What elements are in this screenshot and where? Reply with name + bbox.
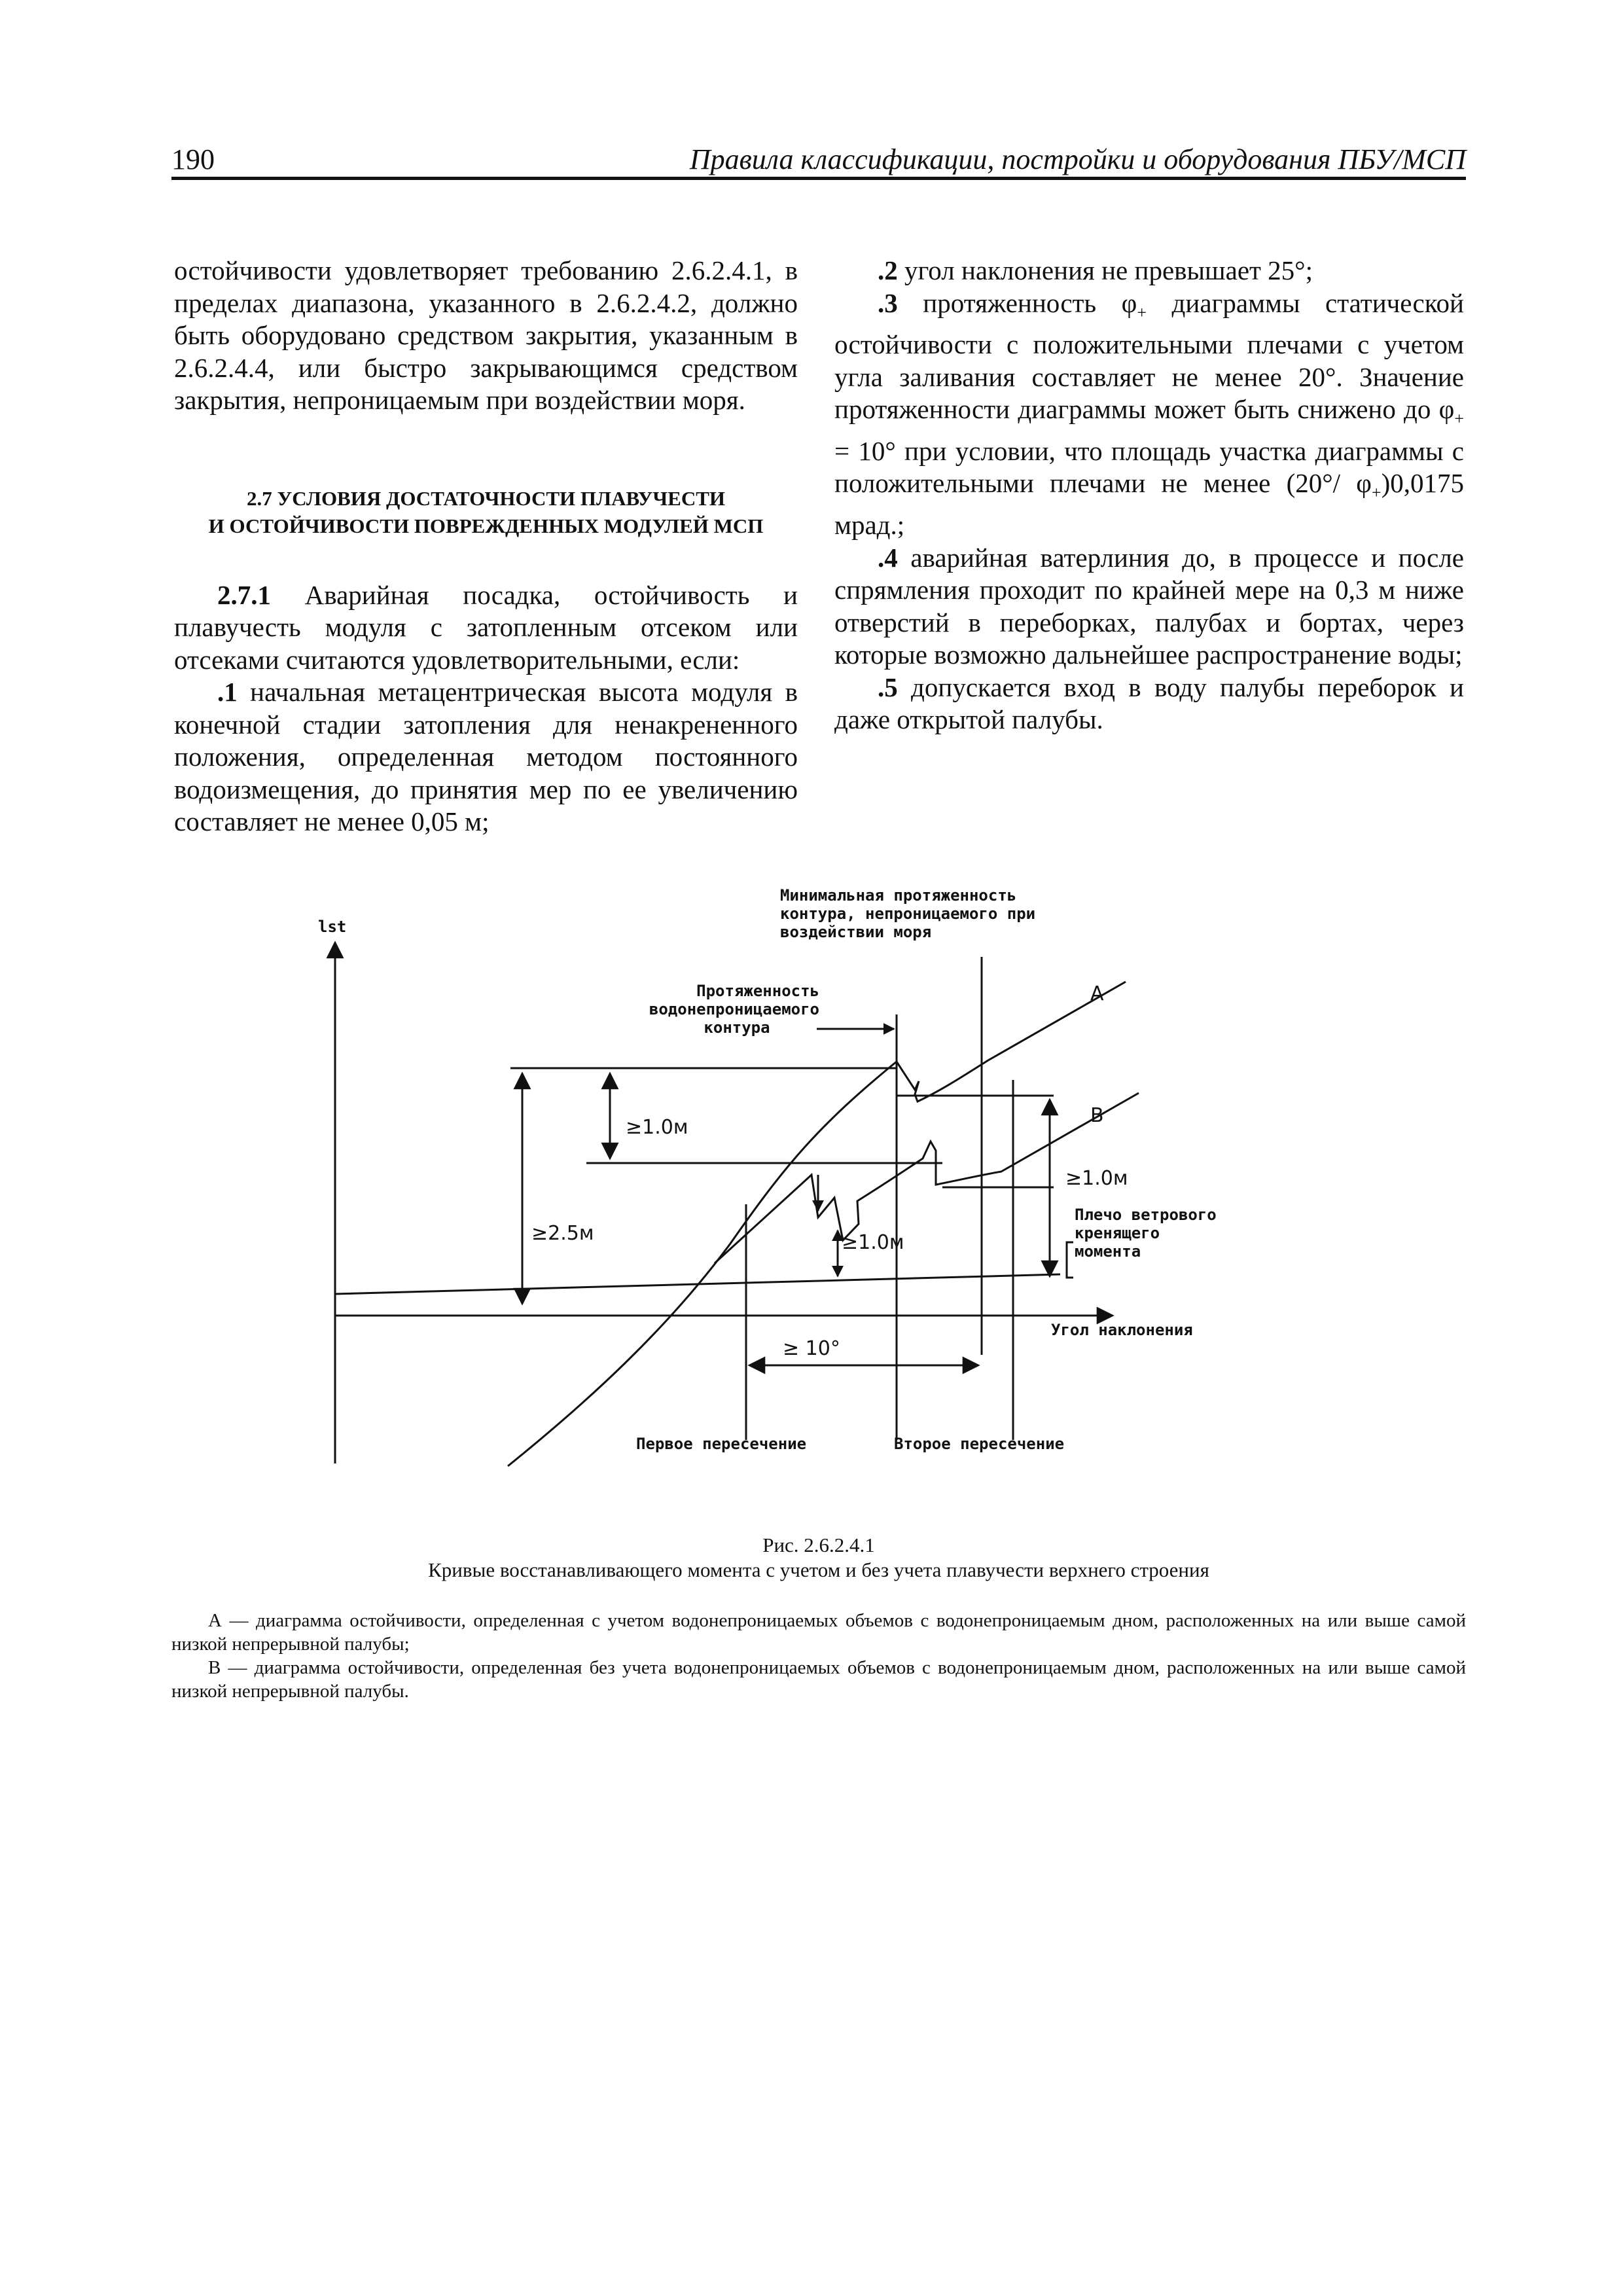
dim-10deg-label: ≥ 10°: [783, 1337, 840, 1360]
phi-subscript: +: [1137, 302, 1147, 322]
stability-diagram-svg: [314, 877, 1309, 1479]
clause-text: Аварийная посадка, остойчивость и плавучесть модуля с затопленным отсеком или отсеками считаются удовлетворительными, если:: [174, 579, 798, 675]
item-number: .5: [878, 672, 898, 702]
page-number: 190: [171, 143, 215, 175]
page-header: [171, 143, 1466, 182]
dim-2-5m-label: ≥2.5м: [531, 1222, 594, 1245]
item-number: .3: [878, 287, 898, 318]
item-number: .4: [878, 542, 898, 573]
wind-lever-bracket: [1067, 1242, 1073, 1278]
running-title: Правила классификации, постройки и оборудования ПБУ/МСП: [689, 143, 1466, 175]
paragraph-2-7-1: [174, 579, 798, 677]
item-number: .1: [217, 677, 238, 707]
min-extent-label-1: Минимальная протяженность: [780, 886, 1017, 905]
curve-a: [508, 982, 1126, 1466]
dim-1m-mid-label: ≥1.0м: [842, 1231, 904, 1254]
header-rule: [171, 177, 1466, 180]
curve-b-label: B: [1090, 1104, 1104, 1127]
watertight-label-1: Протяженность: [696, 982, 819, 1000]
list-item-1: [174, 676, 798, 838]
item-text: диаграммы статической остойчивости с положительными плечами с учетом угла заливания составляет не менее 20°. Значение протяженности диаграммы может быть снижено до φ: [834, 287, 1464, 425]
clause-number: 2.7.1: [217, 579, 271, 610]
wind-lever-label-1: Плечо ветрового: [1075, 1206, 1217, 1224]
legend-a: А — диаграмма остойчивости, определенная с учетом водонепроницаемых объемов с водонепроницаемым дном, расположенных на или выше самой низкой непрерывной палубы;: [171, 1610, 1466, 1655]
left-column: [174, 255, 798, 838]
phi-subscript: +: [1454, 409, 1464, 429]
wind-lever-label-3: момента: [1075, 1242, 1141, 1261]
item-number: .2: [878, 255, 898, 285]
section-title: [174, 485, 798, 540]
stability-diagram: [314, 877, 1309, 1479]
item-text: = 10° при условии, что площадь участка диаграммы с положительными плечами не менее (20°/ φ: [834, 435, 1464, 499]
figure-title: Кривые восстанавливающего момента с учетом и без учета плавучести верхнего строения: [428, 1558, 1209, 1581]
y-axis-label: lst: [318, 918, 347, 936]
item-text: )0,0175 мрад.;: [834, 468, 1464, 541]
x-axis-label: Угол наклонения: [1051, 1321, 1193, 1339]
section-title-line2: И ОСТОЙЧИВОСТИ ПОВРЕЖДЕННЫХ МОДУЛЕЙ МСП: [208, 514, 764, 537]
item-text: аварийная ватерлиния до, в процессе и после спрямления проходит по крайней мере на 0,3 м ниже отверстий в переборках, палубах и бортах, через которые возможно дальнейшее распространение воды;: [834, 542, 1464, 670]
figure-number: Рис. 2.6.2.4.1: [762, 1534, 875, 1556]
paragraph-continuation: остойчивости удовлетворяет требованию 2.6.2.4.1, в пределах диапазона, указанного в 2.6.2.4.2, должно быть оборудовано средством закрытия, указанным в 2.6.2.4.4, или быстро закрывающимся средством закрытия, непроницаемым при воздействии моря.: [174, 255, 798, 415]
wind-lever-label-2: кренящего: [1075, 1224, 1160, 1242]
list-item-3: [834, 287, 1464, 542]
second-intersection-label: Второе пересечение: [894, 1435, 1065, 1453]
item-text: начальная метацентрическая высота модуля в конечной стадии затопления для ненакрененного положения, определенная методом постоянного водоизмещения, до принятия мер по ее увеличению составляет не менее 0,05 м;: [174, 677, 798, 836]
dim-1m-right-label: ≥1.0м: [1065, 1167, 1128, 1190]
dim-1m-left-label: ≥1.0м: [626, 1116, 688, 1139]
curve-a-label: A: [1090, 982, 1104, 1005]
list-item-4: [834, 542, 1464, 672]
right-column: [834, 255, 1464, 736]
list-item-5: [834, 672, 1464, 736]
watertight-label-2: водонепроницаемого: [649, 1000, 819, 1018]
item-text: допускается вход в воду палубы переборок и даже открытой палубы.: [834, 672, 1464, 735]
watertight-label-3: контура: [704, 1018, 770, 1037]
min-extent-label-2: контура, непроницаемого при: [780, 905, 1036, 923]
item-text: угол наклонения не превышает 25°;: [897, 255, 1313, 285]
min-extent-label-3: воздействии моря: [780, 923, 932, 941]
legend-b: В — диаграмма остойчивости, определенная без учета водонепроницаемых объемов с водонепроницаемым дном, расположенных на или выше самой низкой непрерывной палубы.: [171, 1657, 1466, 1702]
first-intersection-label: Первое пересечение: [636, 1435, 807, 1453]
item-text: протяженность φ: [897, 287, 1137, 318]
figure-legend: [171, 1609, 1466, 1703]
phi-subscript: +: [1371, 483, 1382, 503]
section-title-line1: 2.7 УСЛОВИЯ ДОСТАТОЧНОСТИ ПЛАВУЧЕСТИ: [246, 486, 725, 510]
list-item-2: [834, 255, 1464, 287]
